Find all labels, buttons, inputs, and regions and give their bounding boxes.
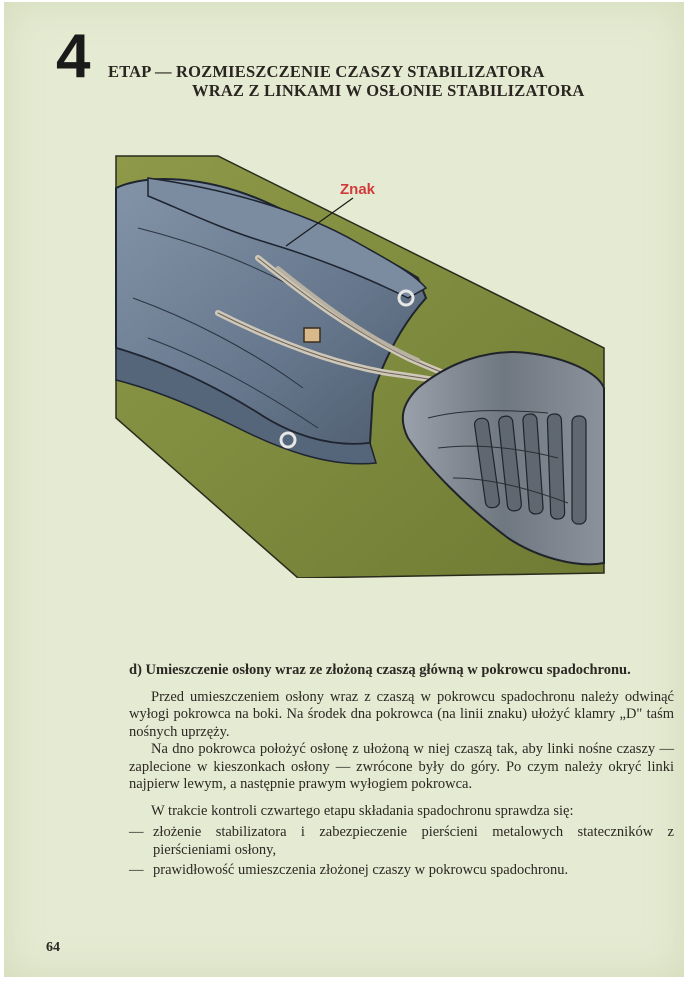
stage-number: 4 xyxy=(56,22,89,91)
mark-buckle xyxy=(304,328,320,342)
page-number: 64 xyxy=(46,940,60,955)
stage-title-line-2: WRAZ Z LINKAMI W OSŁONIE STABILIZATORA xyxy=(192,81,585,100)
stage-title-line-1: ETAP — ROZMIESZCZENIE CZASZY STABILIZATORA xyxy=(108,62,545,81)
checklist-item-text: prawidłowość umieszczenia złożonej czaszy w pokrowcu spadochronu. xyxy=(153,862,569,878)
checklist-dash: — xyxy=(129,862,144,878)
callout-label: Znak xyxy=(340,181,376,198)
checklist-item xyxy=(129,862,674,880)
instruction-section xyxy=(129,662,674,883)
stage-title xyxy=(108,62,648,100)
parachute-packing-illustration xyxy=(108,148,610,578)
checklist-item-text: złożenie stabilizatora i zabezpieczenie pierścieni metalowych stateczników z pierścieniami osłony, xyxy=(153,824,674,858)
checklist xyxy=(129,824,674,880)
section-heading: d) Umieszczenie osłony wraz ze złożoną czaszą główną w pokrowcu spadochronu. xyxy=(129,662,631,678)
checklist-dash: — xyxy=(129,824,144,840)
checklist-item xyxy=(129,824,674,859)
check-intro: W trakcie kontroli czwartego etapu składania spadochronu sprawdza się: xyxy=(151,802,574,819)
paragraph-2: Na dno pokrowca położyć osłonę z ułożoną w niej czaszą tak, aby linki nośne czaszy — zaplecione w kieszonkach osłony — zwrócone były do góry. Po czym należy okryć linki najpierw lewym, a następnie prawym wyłogiem pokrowca. xyxy=(129,741,674,792)
document-page xyxy=(4,2,684,977)
paragraph-1: Przed umieszczeniem osłony wraz z czaszą w pokrowcu spadochronu należy odwinąć wyłogi pokrowca na boki. Na środek dna pokrowca (na linii znaku) ułożyć klamry „D" taśm nośnych uprzęży. xyxy=(129,688,674,740)
